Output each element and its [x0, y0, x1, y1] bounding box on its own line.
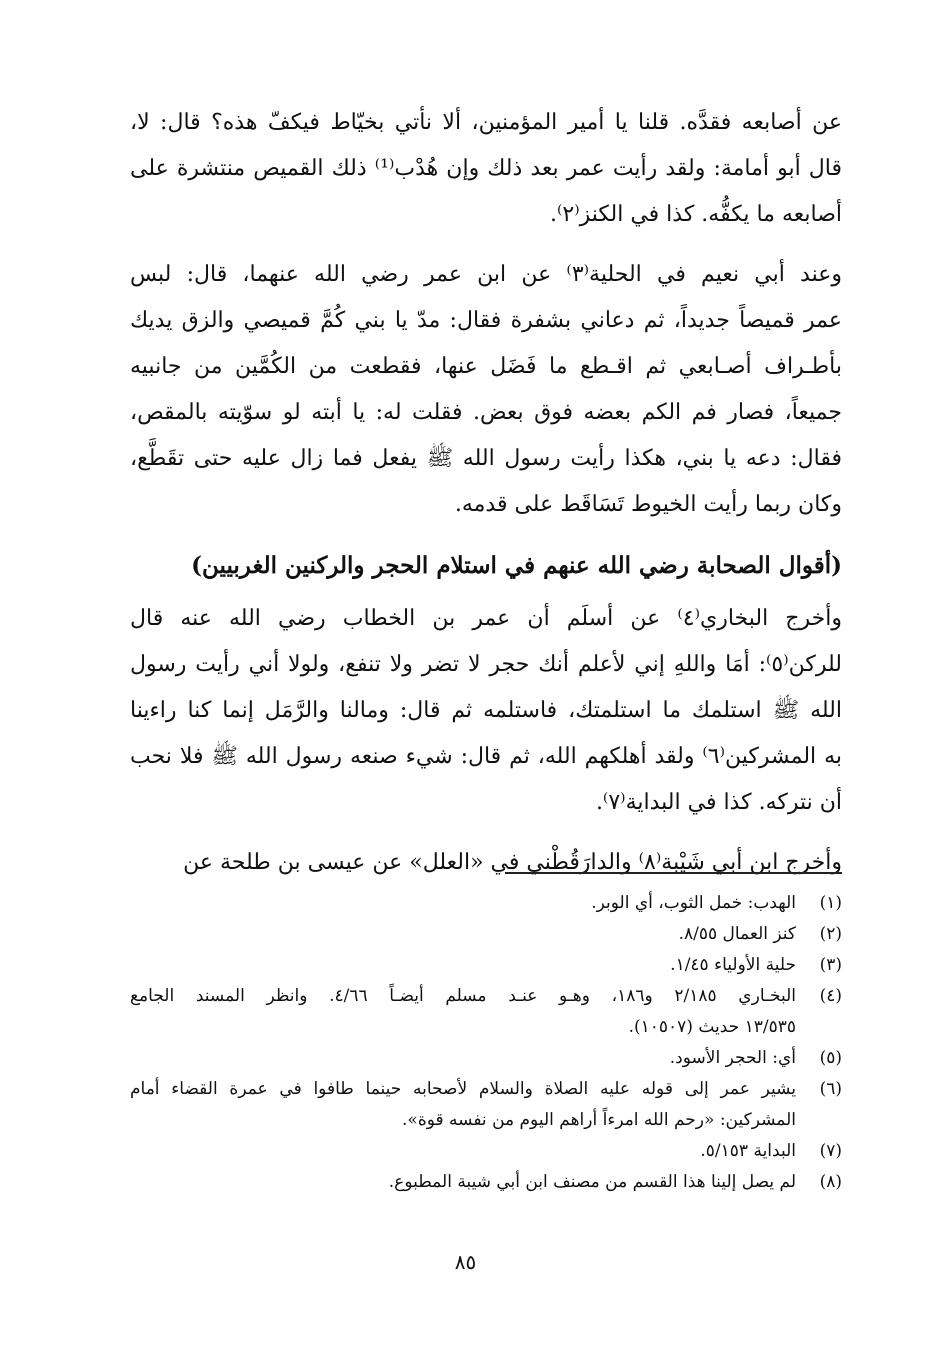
text-line: وكان ربما رأيت الخيوط تَسَاقَط على قدمه.	[454, 492, 842, 517]
footnote-5	[130, 1043, 842, 1074]
paragraph-2	[130, 252, 842, 528]
text-line: أن نتركه. كذا في البداية⁽٧⁾.	[595, 790, 842, 815]
footnote-number: (٣)	[819, 955, 842, 975]
footnote-1	[130, 888, 842, 919]
text-line: الله ﷺ استلمك ما استلمتك، فاستلمه ثم قال: ومالنا والرَّمَل إنما كنا راءينا	[130, 698, 842, 723]
footnote-line: كنز العمال ٨/٥٥.	[678, 924, 796, 944]
footnote-line: أي: الحجر الأسود.	[669, 1048, 796, 1068]
footnote-4	[130, 981, 842, 1043]
footnote-text	[130, 1074, 796, 1136]
text-line: وأخرج ابن أبي شَيْبة⁽٨⁾ والدارَقُطْني في «العلل» عن عيسى بن طلحة عن	[183, 850, 842, 875]
paragraph-1	[130, 100, 842, 238]
footnote-8	[130, 1167, 842, 1198]
text-line: أصابعه ما يكفُّه. كذا في الكنز⁽٢⁾.	[549, 202, 842, 227]
footnote-text	[130, 919, 796, 950]
footnote-line: يشير عمر إلى قوله عليه الصلاة والسلام لأصحابه حينما طافوا في عمرة القضاء أمام	[130, 1079, 796, 1099]
footnote-number: (٨)	[819, 1172, 842, 1192]
text-line: عن أصابعه فقدَّه. قلنا يا أمير المؤمنين، ألا نأتي بخيّاط فيكفّ هذه؟ قال: لا،	[130, 110, 842, 135]
footnote-3	[130, 950, 842, 981]
footnote-text	[130, 1136, 796, 1167]
text-line: عمر قميصاً جديداً، ثم دعاني بشفرة فقال: مدّ يا بني كُمَّ قميصي والزق يديك	[130, 308, 842, 333]
footnote-separator	[505, 872, 842, 874]
text-line: بأطـراف أصـابعي ثم اقـطع ما فَضَل عنها، فقطعت من الكُمَّين من جانبيه	[130, 354, 842, 379]
footnote-line: حلية الأولياء ١/٤٥.	[670, 955, 796, 975]
footnotes	[130, 888, 842, 1198]
text-line: وأخرج البخاري⁽٤⁾ عن أسلَم أن عمر بن الخطاب رضي الله عنه قال	[130, 606, 842, 631]
footnote-7	[130, 1136, 842, 1167]
footnote-number: (٧)	[819, 1141, 842, 1161]
footnote-number: (٤)	[819, 986, 842, 1006]
footnote-number: (١)	[819, 893, 842, 913]
footnote-text	[130, 888, 796, 919]
footnote-text	[130, 981, 796, 1043]
text-line: فقال: دعه يا بني، هكذا رأيت رسول الله ﷺ يفعل فما زال عليه حتى تقَطَّع،	[130, 446, 842, 471]
footnote-line: لم يصل إلينا هذا القسم من مصنف ابن أبي شيبة المطبوع.	[388, 1172, 796, 1192]
footnote-text	[130, 950, 796, 981]
footnote-line: ١٣/٥٣٥ حديث (١٠٥٠٧).	[628, 1017, 796, 1037]
footnote-number: (٥)	[819, 1048, 842, 1068]
footnote-2	[130, 919, 842, 950]
footnote-text	[130, 1167, 796, 1198]
footnote-number: (٦)	[819, 1079, 842, 1099]
main-text	[130, 100, 842, 900]
footnote-line: البخـاري ٢/١٨٥ و١٨٦، وهـو عنـد مسلم أيضـاً ٤/٦٦. وانظر المسند الجامع	[130, 986, 796, 1006]
page-number: ٨٥	[454, 1250, 477, 1274]
text-line: جميعاً، فصار فم الكم بعضه فوق بعض. فقلت له: يا أبته لو سوّيته بالمقص،	[130, 400, 842, 425]
section-heading: (أقوال الصحابة رضي الله عنهم في استلام الحجر والركنين الغربيين)	[191, 552, 842, 579]
text-line: به المشركين⁽٦⁾ ولقد أهلكهم الله، ثم قال: شيء صنعه رسول الله ﷺ فلا نحب	[130, 744, 842, 769]
text-line: وعند أبي نعيم في الحلية⁽٣⁾ عن ابن عمر رضي الله عنهما، قال: لبس	[130, 262, 842, 287]
footnote-line: البداية ٥/١٥٣.	[700, 1141, 796, 1161]
paragraph-4	[130, 840, 842, 886]
paragraph-3	[130, 596, 842, 826]
footnote-number: (٢)	[819, 924, 842, 944]
footnote-line: المشركين: «رحم الله امرءاً أراهم اليوم من نفسه قوة».	[402, 1110, 796, 1130]
footnote-6	[130, 1074, 842, 1136]
footnote-text	[130, 1043, 796, 1074]
text-line: قال أبو أمامة: ولقد رأيت عمر بعد ذلك وإن هُدْب⁽¹⁾ ذلك القميص منتشرة على	[130, 156, 842, 181]
footnote-line: الهدب: خمل الثوب، أي الوبر.	[591, 893, 796, 913]
text-line: للركن⁽٥⁾: أمَا واللهِ إني لأعلم أنك حجر لا تضر ولا تنفع، ولولا أني رأيت رسول	[130, 652, 842, 677]
